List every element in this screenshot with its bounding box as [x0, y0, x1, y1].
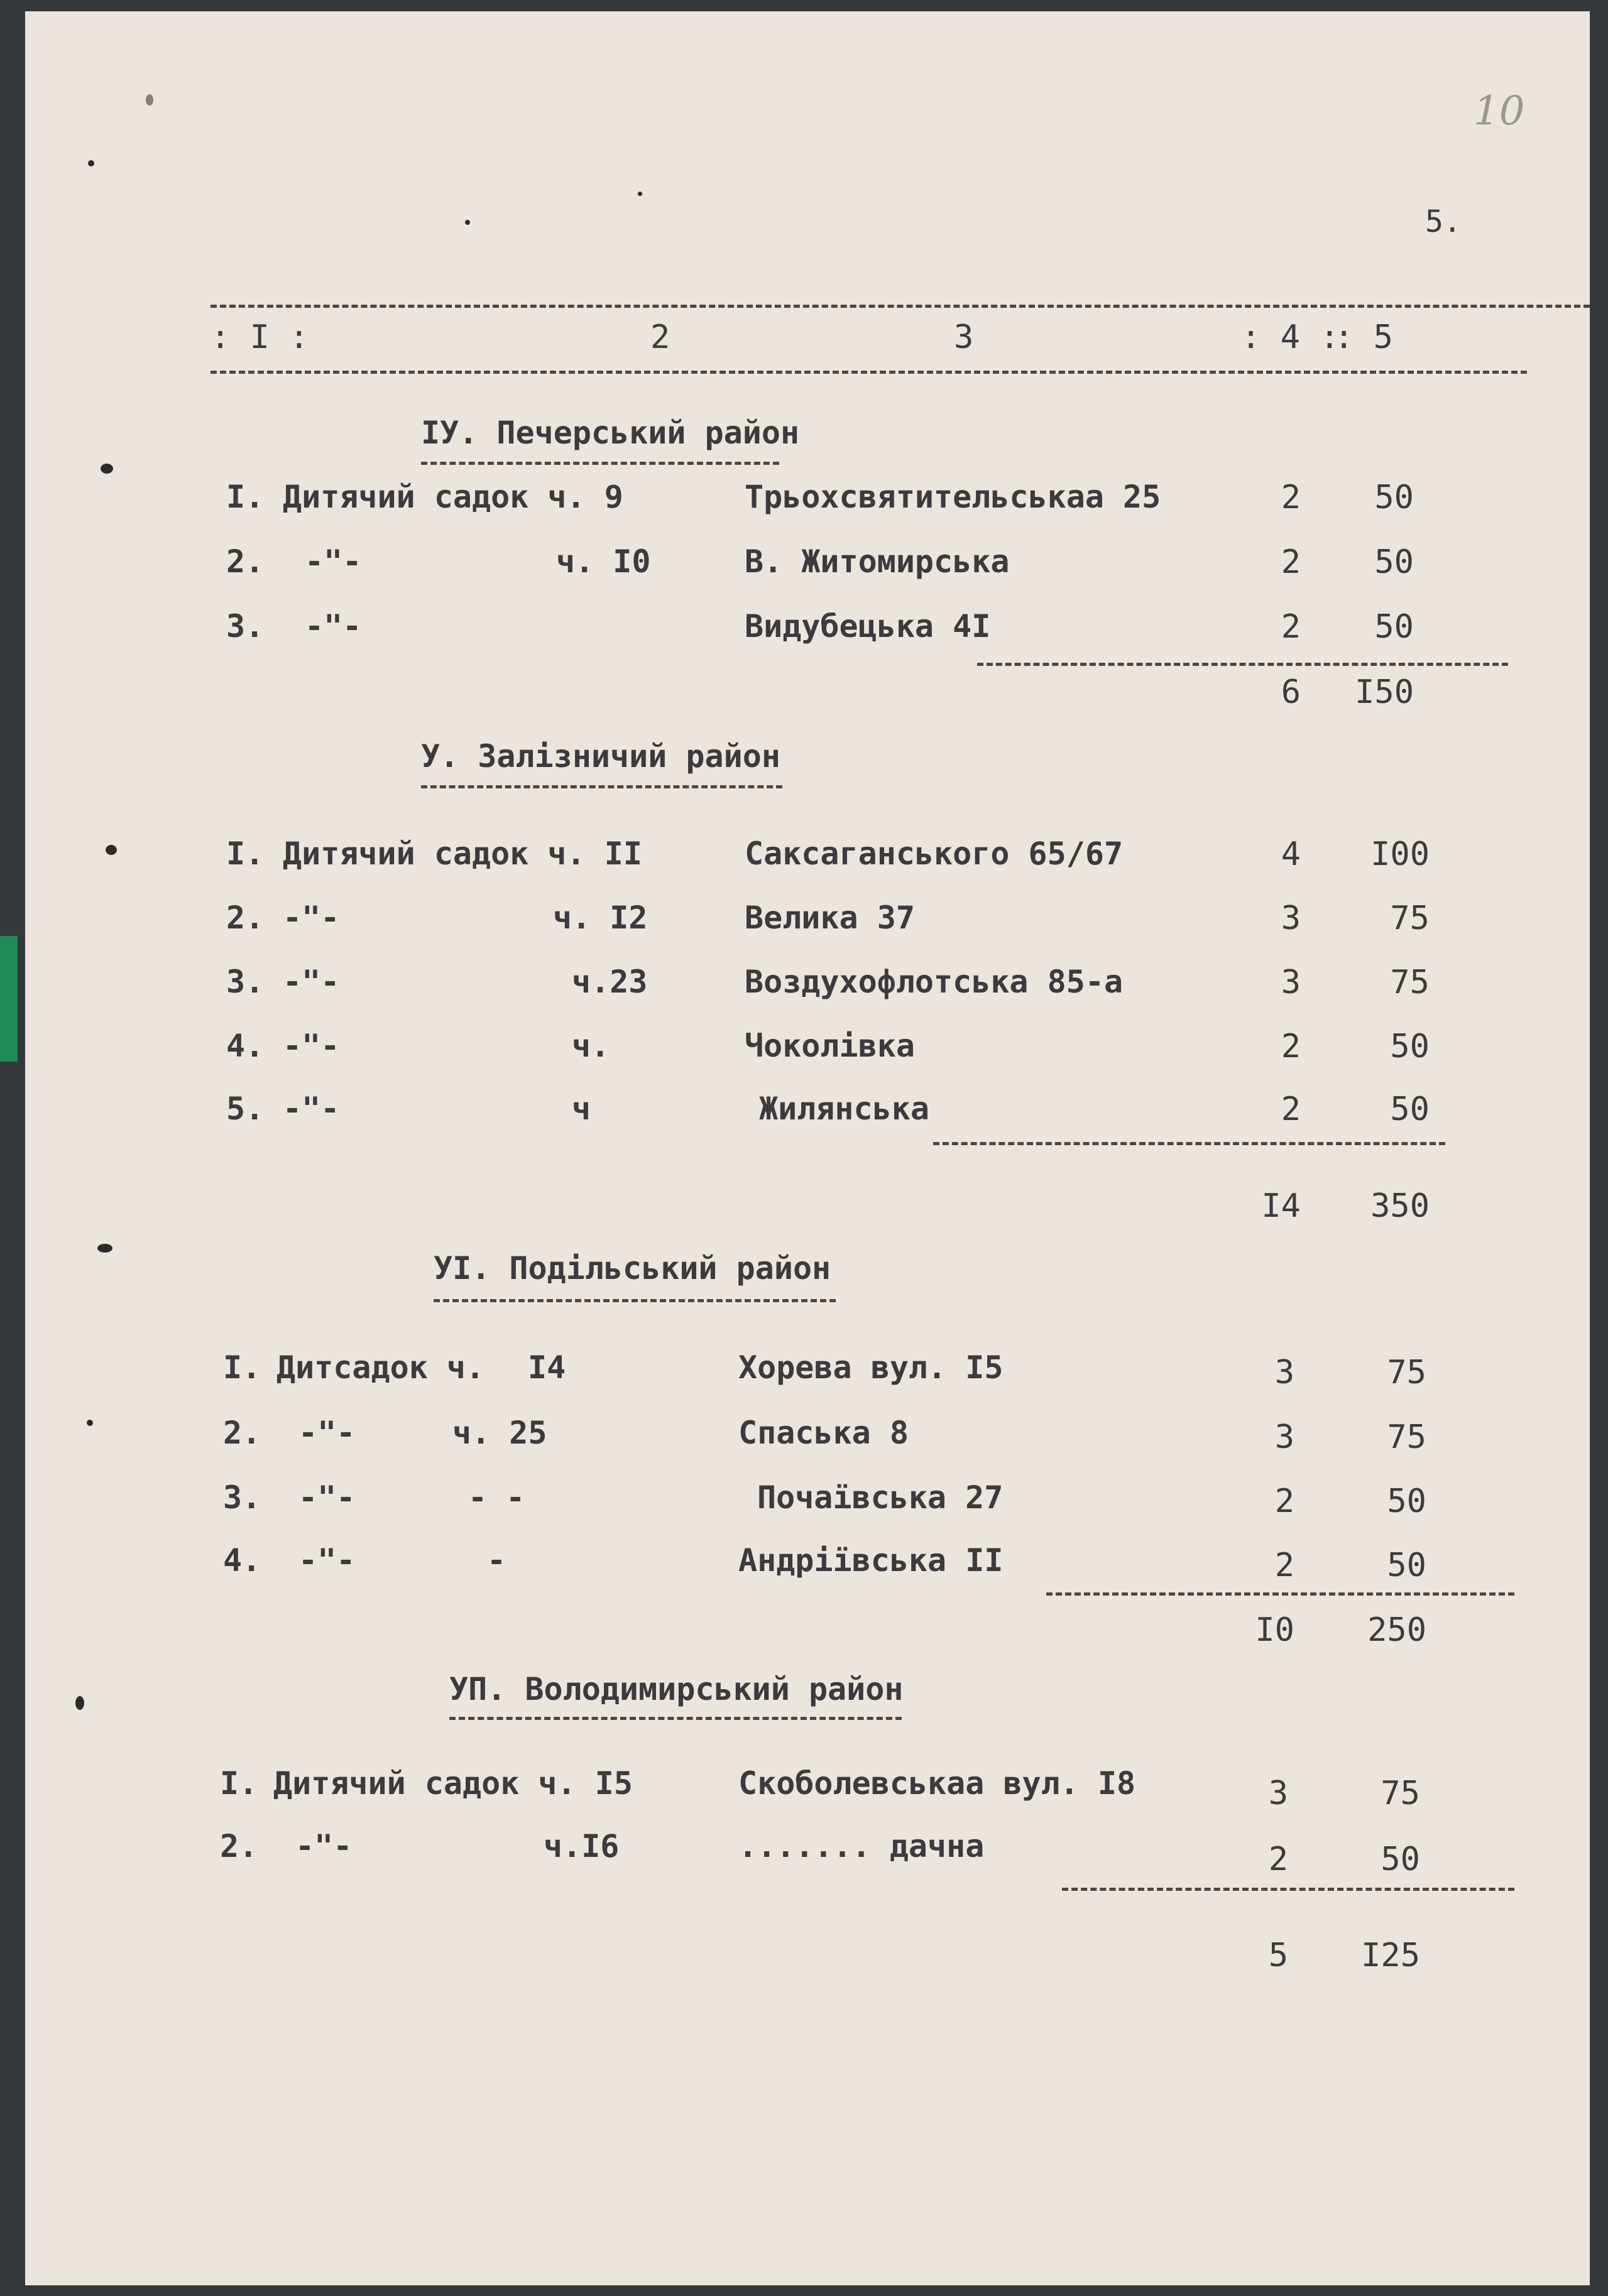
row-children: 50 — [1390, 1028, 1430, 1065]
row-institution-number: ч. І0 — [556, 543, 651, 580]
row-children: 75 — [1387, 1354, 1426, 1391]
row-address: Чоколівка — [745, 1028, 915, 1064]
row-address: Велика 37 — [745, 900, 915, 936]
row-groups: 2 — [1268, 1841, 1288, 1878]
speck-mark — [87, 1420, 93, 1426]
row-institution-number: ч. І2 — [553, 900, 648, 936]
row-groups: 3 — [1274, 1418, 1294, 1456]
subtotal-groups: І0 — [1255, 1611, 1294, 1649]
row-groups: 2 — [1281, 543, 1301, 581]
row-institution-number: - - — [468, 1479, 525, 1516]
row-institution: -"- — [298, 1542, 356, 1579]
row-institution: -"- — [283, 900, 340, 936]
row-address: Саксаганського 65/67 — [745, 835, 1124, 872]
header-rule-bottom — [211, 371, 1527, 374]
row-institution: -"- — [295, 1828, 353, 1864]
pencil-page-number: 10 — [1474, 88, 1525, 134]
row-children: 50 — [1390, 1091, 1430, 1128]
page-number: 5. — [1425, 204, 1462, 239]
row-children: І00 — [1370, 835, 1430, 873]
row-institution: -"- — [298, 1479, 356, 1516]
subtotal-groups: І4 — [1261, 1187, 1301, 1225]
row-address: Воздухофлотська 85-а — [745, 964, 1124, 1000]
row-institution: -"- — [283, 1028, 340, 1064]
speck-mark — [106, 845, 117, 855]
row-address: Почаївська 27 — [757, 1479, 1004, 1516]
row-address: Скоболевськаа вул. І8 — [738, 1765, 1136, 1802]
row-children: 75 — [1390, 964, 1430, 1001]
row-institution: Дитсадок ч. — [276, 1349, 485, 1386]
section-title: УП. Володимирський район — [449, 1671, 904, 1707]
row-groups: 3 — [1281, 900, 1301, 937]
row-address: Андріївська ІІ — [738, 1542, 1004, 1579]
row-groups: 2 — [1281, 1028, 1301, 1065]
row-institution-number: І4 — [528, 1349, 566, 1386]
subtotal-children: І25 — [1361, 1937, 1420, 1974]
section-title-underline — [421, 785, 782, 788]
row-address: Видубецька 4І — [745, 608, 991, 645]
row-institution: Дитячий садок ч. І5 — [273, 1765, 633, 1802]
row-address: Трьохсвятительськаа 25 — [745, 479, 1161, 515]
row-institution-number: ч. — [572, 1028, 610, 1064]
subtotal-groups: 5 — [1268, 1937, 1288, 1974]
row-groups: 3 — [1274, 1354, 1294, 1391]
row-groups: 2 — [1274, 1483, 1294, 1520]
row-number: 2. — [226, 900, 265, 936]
row-institution: -"- — [283, 964, 340, 1000]
green-tab — [0, 936, 18, 1062]
row-groups: 2 — [1281, 479, 1301, 516]
header-col-1: : І : — [211, 318, 309, 356]
row-institution-number: ч. 25 — [452, 1415, 547, 1451]
speck-mark — [465, 220, 470, 225]
row-address: ....... дачна — [738, 1828, 985, 1864]
row-number: І. — [226, 479, 265, 515]
header-col-3: 3 — [954, 318, 974, 356]
subtotal-rule — [1062, 1888, 1514, 1891]
row-children: 50 — [1374, 608, 1414, 646]
row-children: 50 — [1374, 479, 1414, 516]
row-children: 50 — [1374, 543, 1414, 581]
header-col-4: : 4 : — [1241, 318, 1340, 356]
subtotal-rule — [933, 1142, 1445, 1145]
header-col-2: 2 — [650, 318, 670, 356]
row-children: 50 — [1387, 1483, 1426, 1520]
section-title-underline — [421, 462, 779, 465]
row-children: 50 — [1387, 1547, 1426, 1584]
row-number: І. — [226, 835, 265, 872]
row-number: 4. — [223, 1542, 261, 1579]
row-number: 2. — [226, 543, 265, 580]
row-institution: -"- — [298, 1415, 356, 1451]
subtotal-rule — [1046, 1592, 1514, 1596]
section-title: УІ. Подільський район — [434, 1250, 831, 1287]
row-institution: Дитячий садок ч. 9 — [283, 479, 623, 515]
row-address: В. Житомирська — [745, 543, 1010, 580]
row-groups: 3 — [1268, 1775, 1288, 1812]
row-institution-number: - — [487, 1542, 506, 1579]
row-number: І. — [223, 1349, 261, 1386]
row-institution-number: ч — [572, 1091, 591, 1127]
row-number: 4. — [226, 1028, 265, 1064]
section-title-underline — [449, 1717, 902, 1720]
header-col-5: : 5 — [1334, 318, 1393, 356]
row-children: 75 — [1381, 1775, 1420, 1812]
row-number: І. — [220, 1765, 258, 1802]
row-address: Хорева вул. І5 — [738, 1349, 1004, 1386]
speck-mark — [638, 192, 642, 196]
speck-mark — [97, 1244, 112, 1253]
speck-mark — [75, 1696, 84, 1710]
subtotal-children: 250 — [1367, 1611, 1426, 1649]
row-number: 3. — [226, 964, 265, 1000]
row-institution-number: ч.І6 — [544, 1828, 620, 1864]
row-children: 75 — [1390, 900, 1430, 937]
section-title: ІУ. Печерський район — [421, 415, 800, 451]
row-address: Спаська 8 — [738, 1415, 909, 1451]
row-groups: 3 — [1281, 964, 1301, 1001]
speck-mark — [101, 464, 113, 474]
row-number: 2. — [223, 1415, 261, 1451]
section-title: У. Залізничий район — [421, 738, 780, 775]
row-number: 5. — [226, 1091, 265, 1127]
row-institution: -"- — [283, 1091, 340, 1127]
row-groups: 2 — [1281, 1091, 1301, 1128]
row-institution: -"- — [305, 543, 362, 580]
subtotal-groups: 6 — [1281, 673, 1301, 711]
row-number: 3. — [226, 608, 265, 645]
row-number: 3. — [223, 1479, 261, 1516]
row-institution: -"- — [305, 608, 362, 645]
subtotal-children: 350 — [1370, 1187, 1430, 1225]
section-title-underline — [434, 1299, 836, 1302]
subtotal-children: І50 — [1355, 673, 1414, 711]
subtotal-rule — [977, 663, 1508, 666]
row-address: Жилянська — [759, 1091, 929, 1127]
row-number: 2. — [220, 1828, 258, 1864]
row-groups: 2 — [1281, 608, 1301, 646]
row-institution: Дитячий садок ч. ІІ — [283, 835, 642, 872]
row-children: 50 — [1381, 1841, 1420, 1878]
row-groups: 2 — [1274, 1547, 1294, 1584]
row-children: 75 — [1387, 1418, 1426, 1456]
row-institution-number: ч.23 — [572, 964, 648, 1000]
header-rule-top — [211, 305, 1590, 308]
row-groups: 4 — [1281, 835, 1301, 873]
speck-mark — [146, 94, 153, 106]
speck-mark — [88, 160, 94, 166]
